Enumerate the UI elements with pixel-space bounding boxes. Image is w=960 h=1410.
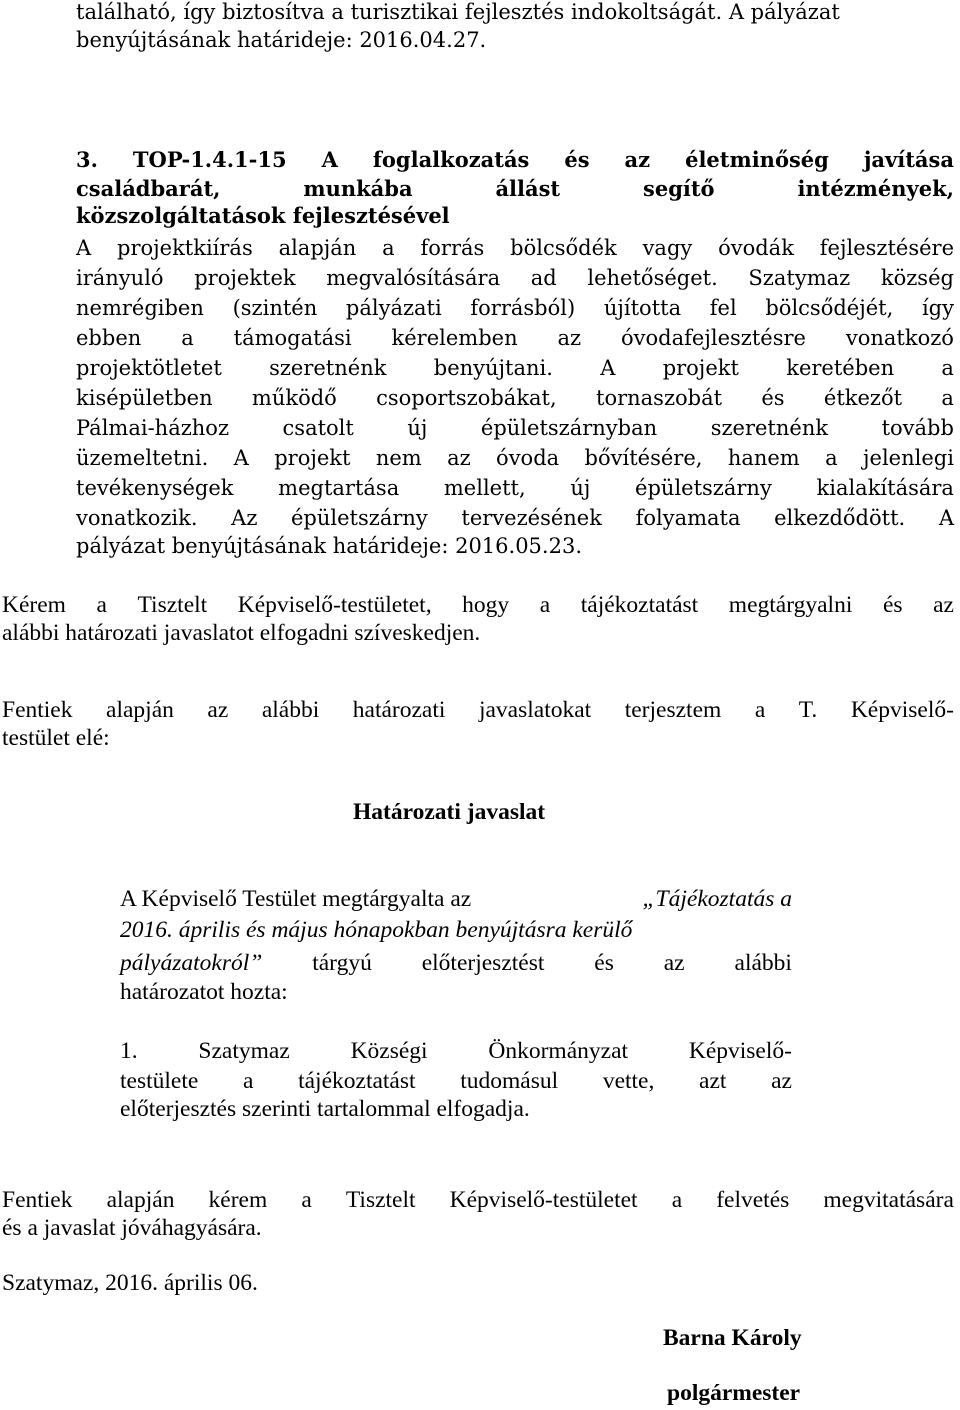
word: forrás [420, 236, 485, 260]
word: vette, [602, 1068, 655, 1094]
word: pályázati [345, 296, 442, 320]
word: hogy [462, 592, 510, 618]
resolution-text: A Képviselő Testület megtárgyalta az [120, 886, 472, 912]
word: Szatymaz [748, 266, 851, 290]
closing-line: és a javaslat jóváhagyására. [2, 1215, 262, 1241]
heading-line [76, 147, 954, 176]
resolution-body [120, 888, 792, 1005]
word: családbarát, [76, 176, 221, 201]
resolution-word: és [594, 950, 614, 976]
word: a [671, 1187, 683, 1213]
word: és [882, 592, 903, 618]
word: alapján [106, 1187, 175, 1213]
word: és [761, 386, 785, 410]
word: a [242, 1068, 254, 1094]
word: kialakítására [816, 476, 954, 500]
point-line [120, 1038, 792, 1068]
body-line [76, 266, 954, 296]
word: község [880, 266, 954, 290]
resolution-title: Határozati javaslat [353, 799, 546, 825]
word: a [539, 592, 551, 618]
word: ad [530, 266, 557, 290]
body-line [76, 386, 954, 416]
word: projektkiírás [117, 236, 253, 260]
word: elkezdődött. [774, 506, 906, 530]
word: fel [709, 296, 737, 320]
word: Fentiek [2, 697, 73, 723]
word: A [321, 147, 338, 172]
body-line [76, 356, 954, 386]
proposal-line [2, 697, 954, 727]
word: tájékoztatást [580, 592, 699, 618]
word: épületszárnyban [480, 416, 658, 440]
word: bölcsődéjét, [765, 296, 894, 320]
word: terjesztem [624, 697, 722, 723]
word: Képviselő-testületet, [237, 592, 432, 618]
word: A [76, 236, 92, 260]
heading-line: közszolgáltatások fejlesztésével [76, 203, 450, 228]
word: a [941, 356, 954, 380]
word: óvodafejlesztésre [621, 326, 806, 350]
word: a [96, 592, 107, 618]
body-line: pályázat benyújtásának határideje: 2016.05.23. [76, 534, 582, 558]
word: határozati [352, 697, 446, 723]
word: Tisztelt [137, 592, 208, 618]
word: A [233, 446, 249, 470]
word: megvalósítására [326, 266, 501, 290]
resolution-word: tárgyú [312, 950, 372, 976]
word: csoportszobákat, [376, 386, 557, 410]
item3-heading [76, 147, 954, 234]
word: vonatkozó [845, 326, 954, 350]
request-line: alábbi határozati javaslatot elfogadni szíveskedjen. [2, 620, 481, 646]
word: csatolt [282, 416, 354, 440]
word: működő [251, 386, 337, 410]
word: nemrégiben [76, 296, 204, 320]
word: kérem [208, 1187, 268, 1213]
word: Szatymaz [198, 1038, 290, 1064]
item3-body [76, 236, 954, 557]
resolution-word: alábbi [734, 950, 792, 976]
word: nem [375, 446, 422, 470]
word: javítása [863, 147, 954, 172]
word: megtartása [278, 476, 400, 500]
date-place: Szatymaz, 2016. április 06. [2, 1270, 258, 1296]
intro-paragraph [76, 0, 954, 51]
word: jelenlegi [863, 446, 954, 470]
word: újította [603, 296, 682, 320]
resolution-word: előterjesztést [421, 950, 545, 976]
word: projekt [274, 446, 351, 470]
word: (szintén [232, 296, 318, 320]
word: szeretnénk [269, 356, 387, 380]
word: Községi [350, 1038, 428, 1064]
signatory-name: Barna Károly [663, 1325, 802, 1351]
word: munkába [303, 176, 413, 201]
heading-line [76, 176, 954, 205]
word: új [407, 416, 428, 440]
word: tovább [881, 416, 954, 440]
word: hanem [727, 446, 800, 470]
word: 3. [76, 147, 98, 172]
resolution-line-3 [120, 950, 792, 981]
body-line [76, 446, 954, 476]
word: Kérem [2, 592, 66, 618]
word: az [447, 446, 471, 470]
word: alapján [106, 697, 174, 723]
word: A [600, 356, 616, 380]
word: épületszárny [635, 476, 772, 500]
word: projektötletet [76, 356, 222, 380]
body-line [76, 236, 954, 266]
word: azt [699, 1068, 727, 1094]
word: az [933, 592, 954, 618]
body-line [76, 296, 954, 326]
word: folyamata [635, 506, 741, 530]
word: a [181, 326, 194, 350]
resolution-word: az [663, 950, 685, 976]
intro-line-1: található, így biztosítva a turisztikai fejlesztés indokoltságát. A pályázat [76, 0, 840, 24]
word: üzemeltetni. [76, 446, 209, 470]
word: támogatási [233, 326, 352, 350]
word: felvetés [716, 1187, 790, 1213]
word: a [382, 236, 395, 260]
word: lehetőséget. [587, 266, 718, 290]
word: tájékoztatást [298, 1068, 416, 1094]
word: vonatkozik. [76, 506, 198, 530]
resolution-subject-end: pályázatokról” [120, 950, 263, 976]
word: tornaszobát [596, 386, 723, 410]
closing-line [2, 1187, 954, 1217]
word: a [941, 386, 954, 410]
word: tervezésének [461, 506, 602, 530]
word: T. [798, 697, 818, 723]
word: életminőség [685, 147, 829, 172]
word: A [938, 506, 954, 530]
word: megvitatására [823, 1187, 954, 1213]
word: bölcsődék [510, 236, 617, 260]
word: Képviselő- [850, 697, 954, 723]
word: irányuló [76, 266, 164, 290]
word: szeretnénk [710, 416, 829, 440]
word: TOP-1.4.1-15 [132, 147, 287, 172]
word: az [771, 1068, 792, 1094]
word: tevékenységek [76, 476, 234, 500]
word: Fentiek [2, 1187, 73, 1213]
word: a [301, 1187, 312, 1213]
point-line [120, 1068, 792, 1098]
intro-line-2: benyújtásának határideje: 2016.04.27. [76, 28, 487, 52]
word: állást [495, 176, 561, 201]
resolution-point-1 [120, 1038, 792, 1122]
word: Az [231, 506, 258, 530]
word: Tisztelt [345, 1187, 416, 1213]
proposal-paragraph [2, 697, 954, 751]
word: Önkormányzat [488, 1038, 629, 1064]
body-line [76, 506, 954, 536]
word: bővítésére, [584, 446, 703, 470]
word: fejlesztésére [819, 236, 954, 260]
word: benyújtani. [433, 356, 553, 380]
point-line: előterjesztés szerinti tartalommal elfogadja. [120, 1096, 530, 1122]
word: az [207, 697, 229, 723]
word: új [570, 476, 591, 500]
word: a [825, 446, 838, 470]
word: intézmények, [797, 176, 954, 201]
request-paragraph [2, 592, 954, 646]
word: Képviselő- [688, 1038, 792, 1064]
word: projektek [194, 266, 296, 290]
word: óvoda [496, 446, 560, 470]
word: alábbi [261, 697, 320, 723]
word: testülete [120, 1068, 199, 1094]
word: keretében [786, 356, 895, 380]
body-line [76, 326, 954, 356]
word: alapján [278, 236, 357, 260]
word: Pálmai-házhoz [76, 416, 230, 440]
word: mellett, [443, 476, 526, 500]
word: tudomásul [460, 1068, 559, 1094]
request-line [2, 592, 954, 622]
word: 1. [120, 1038, 138, 1064]
word: vagy [642, 236, 693, 260]
word: étkezőt [823, 386, 903, 410]
proposal-line: testület elé: [2, 725, 110, 751]
body-line [76, 416, 954, 446]
word: forrásból) [470, 296, 576, 320]
word: épületszárny [291, 506, 428, 530]
body-line [76, 476, 954, 506]
word: javaslatokat [478, 697, 592, 723]
word: megtárgyalni [728, 592, 853, 618]
word: kisépületben [76, 386, 213, 410]
word: így [921, 296, 954, 320]
word: kérelemben [391, 326, 518, 350]
resolution-line-4: határozatot hozta: [120, 979, 288, 1005]
word: az [557, 326, 582, 350]
resolution-subject: „Tájékoztatás a [642, 886, 792, 912]
word: foglalkozatás [372, 147, 530, 172]
word: óvodák [718, 236, 794, 260]
word: projekt [662, 356, 739, 380]
resolution-line-1 [120, 888, 792, 919]
word: az [624, 147, 651, 172]
closing-paragraph [2, 1187, 954, 1241]
word: ebben [76, 326, 142, 350]
resolution-line-2: 2016. április és május hónapokban benyújtásra kerülő [120, 917, 633, 943]
word: segítő [643, 176, 715, 201]
word: és [564, 147, 590, 172]
signatory-title: polgármester [667, 1380, 801, 1406]
word: a [754, 697, 766, 723]
word: Képviselő-testületet [449, 1187, 638, 1213]
